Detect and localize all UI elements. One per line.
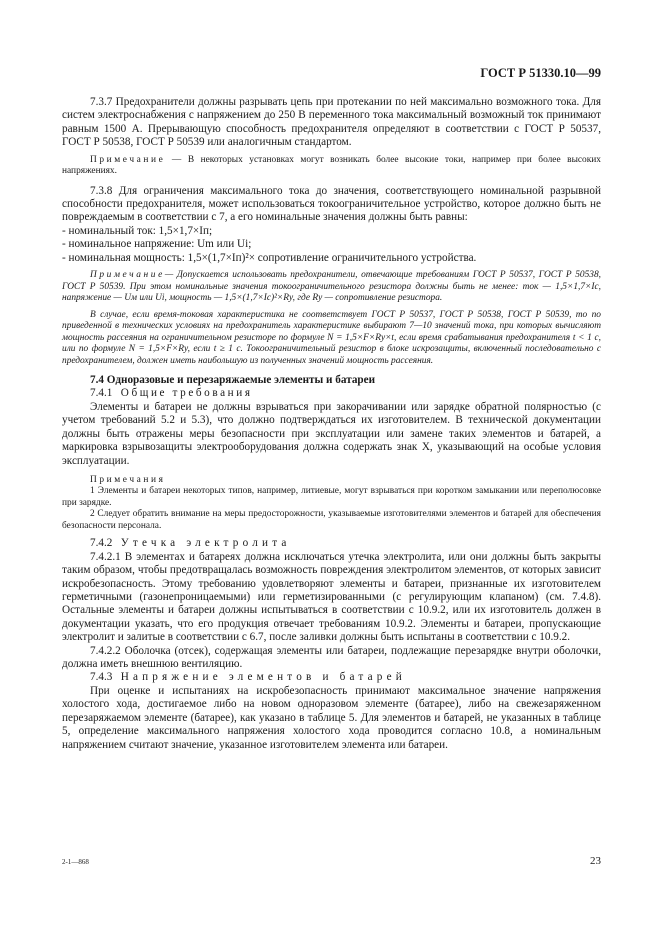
section-number: 7.4.1 (90, 387, 113, 400)
paragraph-7-3-8: 7.3.8 Для ограничения максимального тока до значения, соответствующего номинальной разрывной способности предохранителя, может использоваться токоограничительное устройство, которое должно быть не повреждаемым в соответствии с 7, а его номинальные значения должны быть равны: (62, 184, 601, 224)
note-fuses-currents (62, 155, 601, 178)
section-title: Напряжение элементов и батарей (120, 671, 406, 684)
print-code: 2-1—868 (62, 858, 89, 866)
paragraph-7-4-3: При оценке и испытаниях на искробезопасность принимают максимальное значение напряжения холостого хода, достигаемое либо на новом одноразовом элементе (батарее), либо на свежезаряженном перезаряжаемом элементе (батарее), как указано в таблице 5. Для элементов и батарей, не указанных в таблице 5, определение максимального напряжения холостого хода проводится согласно 10.8, а номинальным напряжением считают значение, указанное изготовителем элемента или батареи. (62, 684, 601, 751)
paragraph-7-4-1: Элементы и батареи не должны взрываться при закорачивании или зарядке обратной полярностью (с учетом требований 5.2 и 5.3), что должно подтверждаться их изготовителем. В технической документации должны быть отражены меры безопасности при эксплуатации или замене таких элементов и батарей, а маркировка взрывозащиты электрооборудования должна содержать знак X, указывающий на особые условия эксплуатации. (62, 400, 601, 467)
section-title: Общие требования (120, 387, 253, 400)
note-resistor-ratings (62, 270, 601, 305)
note-item-2: 2 Следует обратить внимание на меры предосторожности, указываемые изготовителями элементов и батарей для обеспечения безопасности персонала. (62, 509, 601, 531)
section-7-4-2-heading (62, 537, 601, 550)
page-number: 23 (590, 855, 601, 867)
note-item-1: 1 Элементы и батареи некоторых типов, например, литиевые, могут взрываться при коротком замыкании или переполюсовке при зарядке. (62, 486, 601, 508)
list-item-rated-power: - номинальная мощность: 1,5×(1,7×Iп)²× сопротивление ограничительного устройства. (62, 251, 477, 264)
list-item-rated-current: - номинальный ток: 1,5×1,7×Iп; (62, 224, 213, 237)
standard-header: ГОСТ Р 51330.10—99 (480, 66, 601, 80)
note-text: — Допускается использовать предохранители, отвечающие требованиям ГОСТ Р 50537, ГОСТ Р 50538, ГОСТ Р 50539. При этом номинальные значения токоограничительного резистора должны быть не менее: ток — 1,5×1,7×Iс, напряжение — Uм или Ui, мощность — 1,5×(1,7×Iс)²×Rу, где Rу — сопротивление резистора. (62, 270, 601, 304)
paragraph-7-4-2-1: 7.4.2.1 В элементах и батареях должна исключаться утечка электролита, или они должны быть закрыты таким образом, чтобы предотвращалась возможность повреждения электролитом элементов, от которых зависит искробезопасность. Этому требованию удовлетворяют элементы и батареи, признанные их изготовителем герметичными (газонепроницаемыми) или герметизированными (с регулирующим клапаном) (см. 7.4.8). Остальные элементы и батареи должны испытываться в соответствии с 10.9.2, или их изготовитель должен в документации указать, что его продукция отвечает требованиям 10.9.2. Элементы и батареи, пропускающие электролит и залитые в соответствии с 6.7, после заливки должны быть испытаны в соответствии с 10.9.2. (62, 550, 601, 644)
note-label: Примечание (90, 270, 165, 281)
list-item-rated-voltage: - номинальное напряжение: Um или Ui; (62, 238, 252, 251)
note-time-current: В случае, если время-токовая характеристика не соответствует ГОСТ Р 50537, ГОСТ Р 50538, ГОСТ Р 50539, то по приведенной в технических условиях на предохранитель характеристике выбирают 7—10 значений тока, при которых вычисляют мощность рассеяния на ограничительном резисторе по формуле N = 1,5×F×Rу×t, если время срабатывания предохранителя t < 1 с, или по формуле N = 1,5×F×Rу, если t ≥ 1 с. Токоограничительный резистор в блоке искрозащиты, включенный последовательно с предохранителем, должен иметь наибольшую из полученных значений мощность рассеяния. (62, 309, 601, 366)
section-number: 7.4.3 (90, 671, 113, 684)
section-number: 7.4.2 (90, 537, 113, 550)
note-text: — В некоторых установках могут возникать более высокие токи, например при более высоких напряжениях. (62, 154, 601, 177)
note-label: Примечание (90, 154, 166, 165)
section-7-4-1-heading (62, 387, 601, 400)
section-title: Утечка электролита (120, 537, 291, 550)
page-content (62, 96, 601, 752)
paragraph-7-4-2-2: 7.4.2.2 Оболочка (отсек), содержащая элементы или батареи, подлежащие перезарядке внутри оболочки, должна иметь внешнюю вентиляцию. (62, 644, 601, 671)
section-7-4-3-heading (62, 671, 601, 684)
paragraph-7-3-7: 7.3.7 Предохранители должны разрывать цепь при протекании по ней максимально возможного тока. Для систем электроснабжения с напряжением до 250 В переменного тока максимальный возможный ток принимают равным 1500 А. Прерывающую способность предохранителя определяют в соответствии с ГОСТ Р 50537, ГОСТ Р 50538, ГОСТ Р 50539 или аналогичным стандартом. (62, 96, 601, 149)
section-7-4-title: 7.4 Одноразовые и перезаряжаемые элементы и батареи (90, 374, 376, 387)
notes-label: Примечания (90, 474, 166, 485)
